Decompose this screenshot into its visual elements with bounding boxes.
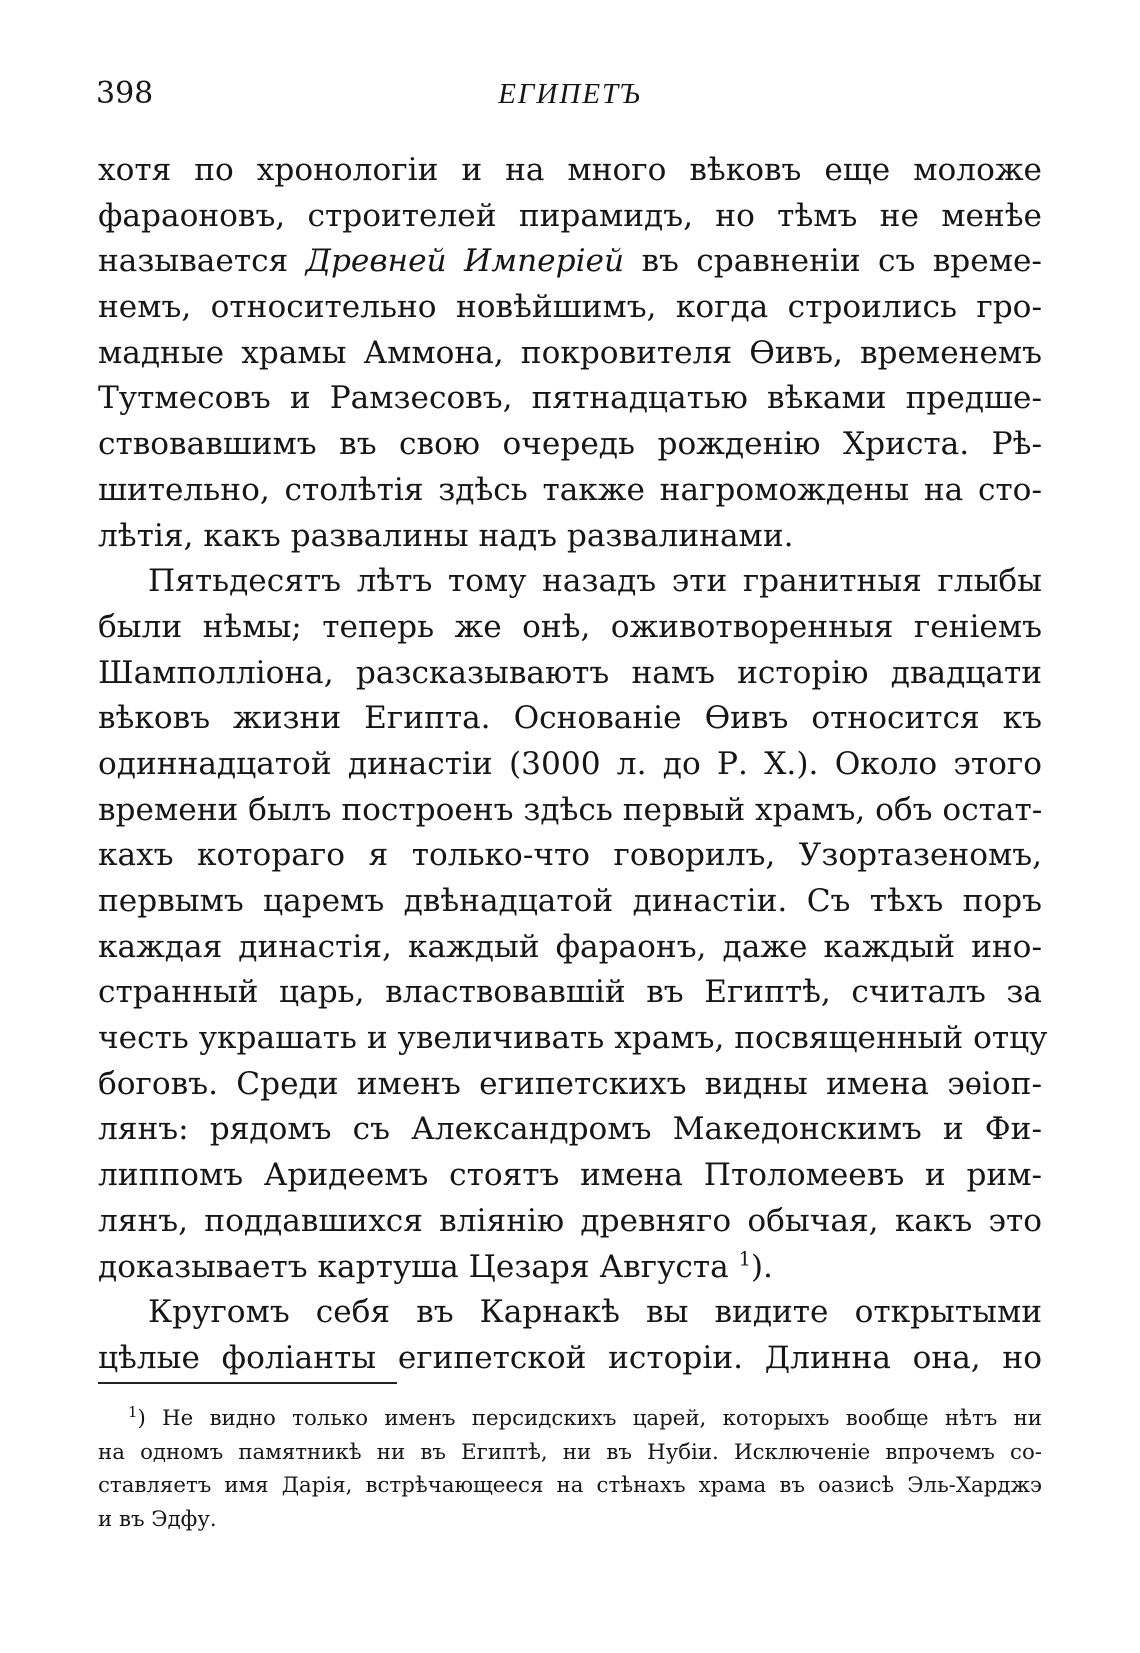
text-line: честь украшать и увеличивать храмъ, посвященный отцу [98, 1020, 1048, 1057]
text-line: времени былъ построенъ здѣсь первый храмъ, объ остат- [98, 791, 1043, 828]
text-fragment: ). [750, 1248, 773, 1285]
body-text [98, 148, 1048, 1382]
paragraph-3 [98, 1290, 1042, 1381]
page-number: 398 [96, 76, 154, 111]
text-line: одиннадцатой династіи (3000 л. до Р. Х.). Около этого [98, 745, 1042, 782]
text-line: вѣковъ жизни Египта. Основаніе Ѳивъ относится къ [98, 700, 1042, 737]
text-line: кахъ котораго я только-что говорилъ, Узортазеномъ, [98, 837, 1042, 874]
text-line: лѣтія, какъ развалины надъ развалинами. [98, 517, 794, 554]
text-line: странный царь, властвовавшій въ Египтѣ, считалъ за [98, 974, 1042, 1011]
text-line: Кругомъ себя въ Карнакѣ вы видите открытыми [148, 1294, 1042, 1331]
text-line: немъ, относительно новѣйшимъ, когда строились гро- [98, 289, 1042, 326]
text-line [98, 239, 1042, 285]
footnote-separator [98, 1382, 397, 1384]
text-line: Тутмесовъ и Рамзесовъ, пятнадцатью вѣками предше- [98, 380, 1042, 417]
text-line: первымъ царемъ двѣнадцатой династіи. Съ тѣхъ поръ [98, 883, 1042, 919]
footnote-line: на одномъ памятникѣ ни въ Египтѣ, ни въ Нубіи. Исключеніе впрочемъ со- [98, 1439, 1042, 1465]
text-fragment: въ сравненіи съ време- [624, 243, 1042, 280]
footnote-line [98, 1402, 1042, 1436]
paragraph-1 [98, 148, 1042, 559]
text-fragment: доказываетъ картуша Цезаря Августа [98, 1248, 739, 1285]
paragraph-2 [98, 559, 1048, 1290]
text-line: цѣлые фоліанты египетской исторіи. Длинна она, но [98, 1339, 1042, 1376]
text-fragment: ) Не видно только именъ персидскихъ царей, которыхъ вообще нѣтъ ни [137, 1406, 1042, 1431]
text-fragment: называется [98, 243, 306, 280]
text-line: были нѣмы; теперь же онѣ, оживотворенныя геніемъ [98, 608, 1042, 645]
text-line: фараоновъ, строителей пирамидъ, но тѣмъ не менѣе [98, 197, 1042, 234]
text-line: лянъ, поддавшихся вліянію древняго обычая, какъ это [98, 1202, 1042, 1239]
text-line: ствовавшимъ въ свою очередь рожденію Христа. Рѣ- [98, 426, 1042, 463]
footnote-marker: 1 [128, 1402, 138, 1421]
italic-phrase: Древней Имперіей [305, 243, 625, 280]
footnote [98, 1402, 1042, 1536]
text-line: каждая династія, каждый фараонъ, даже каждый ино- [98, 928, 1042, 965]
text-line: мадные храмы Аммона, покровителя Ѳивъ, временемъ [98, 334, 1042, 371]
text-line: липпомъ Аридеемъ стоятъ имена Птоломеевъ и рим- [98, 1157, 1042, 1194]
text-line: Шамполліона, разсказываютъ намъ исторію двадцати [98, 654, 1042, 691]
footnote-line: ставляетъ имя Дарія, встрѣчающееся на стѣнахъ храма въ оазисѣ Эль-Харджэ [98, 1473, 1042, 1498]
text-line: лянъ: рядомъ съ Александромъ Македонскимъ и Фи- [98, 1111, 1042, 1148]
text-line: шительно, столѣтія здѣсь также нагромождены на сто- [98, 471, 1042, 508]
running-title: ЕГИПЕТЪ [498, 78, 642, 110]
footnote-line: и въ Эдфу. [98, 1506, 217, 1532]
text-line [98, 1245, 1042, 1291]
text-line: хотя по хронологіи и на много вѣковъ еще моложе [98, 152, 1042, 188]
text-line: боговъ. Среди именъ египетскихъ видны имена эѳіоп- [98, 1065, 1042, 1102]
footnote-reference[interactable]: 1 [738, 1247, 751, 1271]
text-line: Пятьдесятъ лѣтъ тому назадъ эти гранитныя глыбы [148, 563, 1042, 600]
